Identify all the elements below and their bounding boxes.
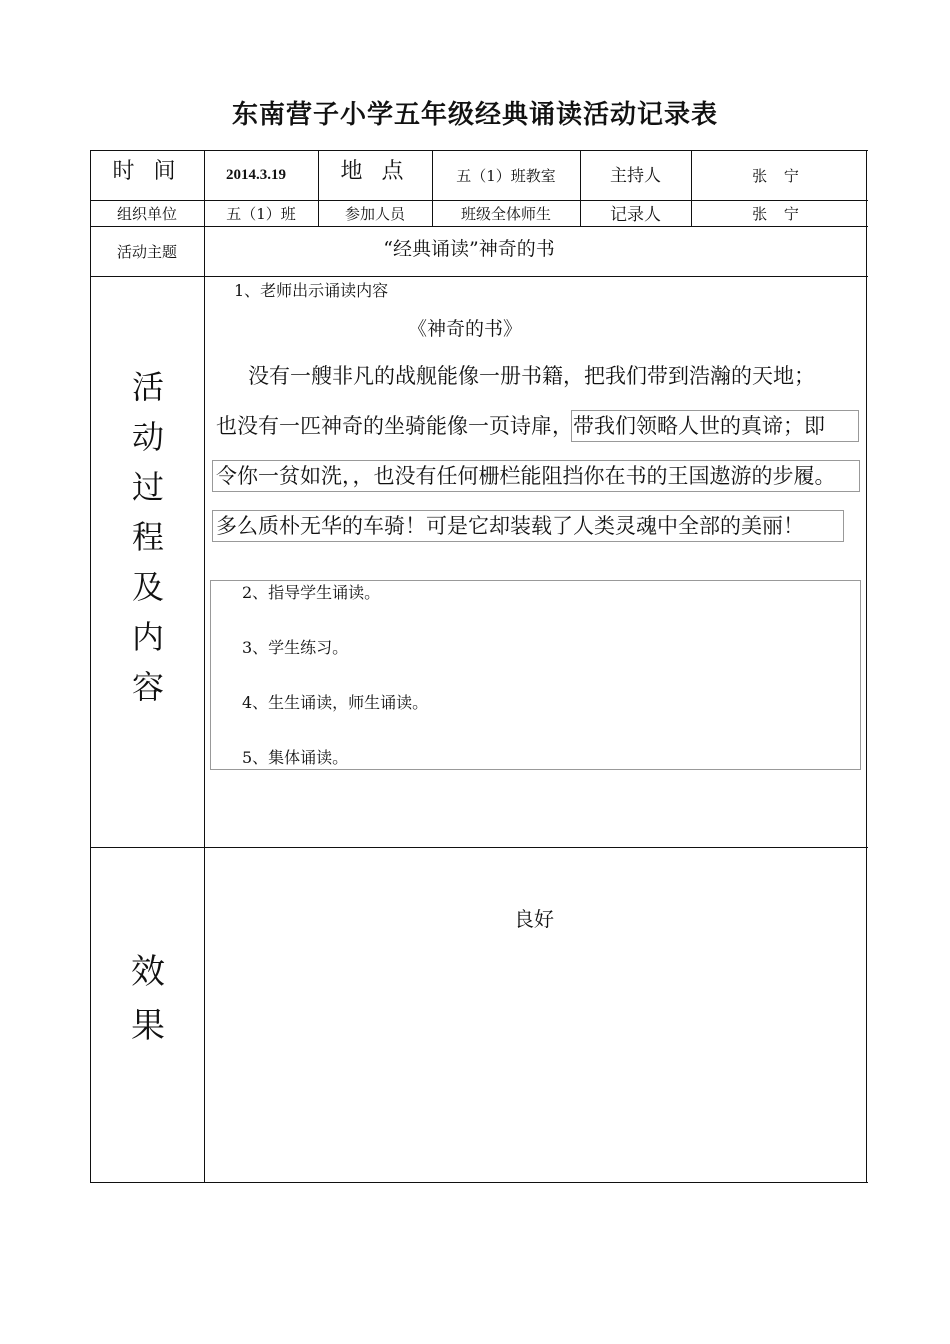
org-value: 五（1）班 [226,204,296,223]
process-label-char: 及 [131,568,164,606]
effect-value: 良好 [514,907,554,931]
poem-line: 也没有一匹神奇的坐骑能像一页诗扉，带我们领略人世的真谛；即 [216,414,825,438]
step-item: 3、学生练习。 [242,638,349,657]
poem-line: 多么质朴无华的车骑！可是它却装载了人类灵魂中全部的美丽！ [216,514,804,538]
participants-value: 班级全体师生 [460,204,551,223]
process-label-char: 活 [131,368,164,406]
step-item: 5、集体诵读。 [242,748,349,767]
page-title: 东南营子小学五年级经典诵读活动记录表 [231,100,718,130]
host-value: 张 宁 [752,166,805,185]
process-label-char: 过 [131,468,164,506]
time-value: 2014.3.19 [226,166,286,183]
org-label: 组织单位 [116,204,177,223]
place-label: 地 点 [340,158,410,184]
step-item: 4、生生诵读，师生诵读。 [242,693,429,712]
time-label: 时 间 [112,158,182,184]
step-item: 2、指导学生诵读。 [242,583,381,602]
process-label-char: 程 [131,518,164,556]
host-label: 主持人 [610,165,661,186]
effect-label-char: 效 [131,952,165,992]
recorder-value: 张 宁 [752,204,805,223]
poem-title: 《神奇的书》 [408,318,523,340]
theme-label: 活动主题 [116,242,177,261]
poem-line: 令你一贫如洗，，也没有任何栅栏能阻挡你在书的王国遨游的步履。 [216,464,836,488]
process-label-char: 容 [131,668,164,706]
step-1: 1、老师出示诵读内容 [234,281,389,300]
effect-label [92,945,204,1053]
steps-frame [210,580,861,770]
effect-label-char: 果 [131,1006,165,1046]
participants-label: 参加人员 [344,204,405,223]
poem-line: 没有一艘非凡的战舰能像一册书籍，把我们带到浩瀚的天地； [248,364,815,388]
process-label-char: 动 [131,418,164,456]
process-label-char: 内 [131,618,164,656]
place-value: 五（1）班教室 [456,166,556,185]
theme-value: “经典诵读”神奇的书 [383,237,555,260]
recorder-label: 记录人 [610,204,661,225]
process-label [92,362,204,712]
